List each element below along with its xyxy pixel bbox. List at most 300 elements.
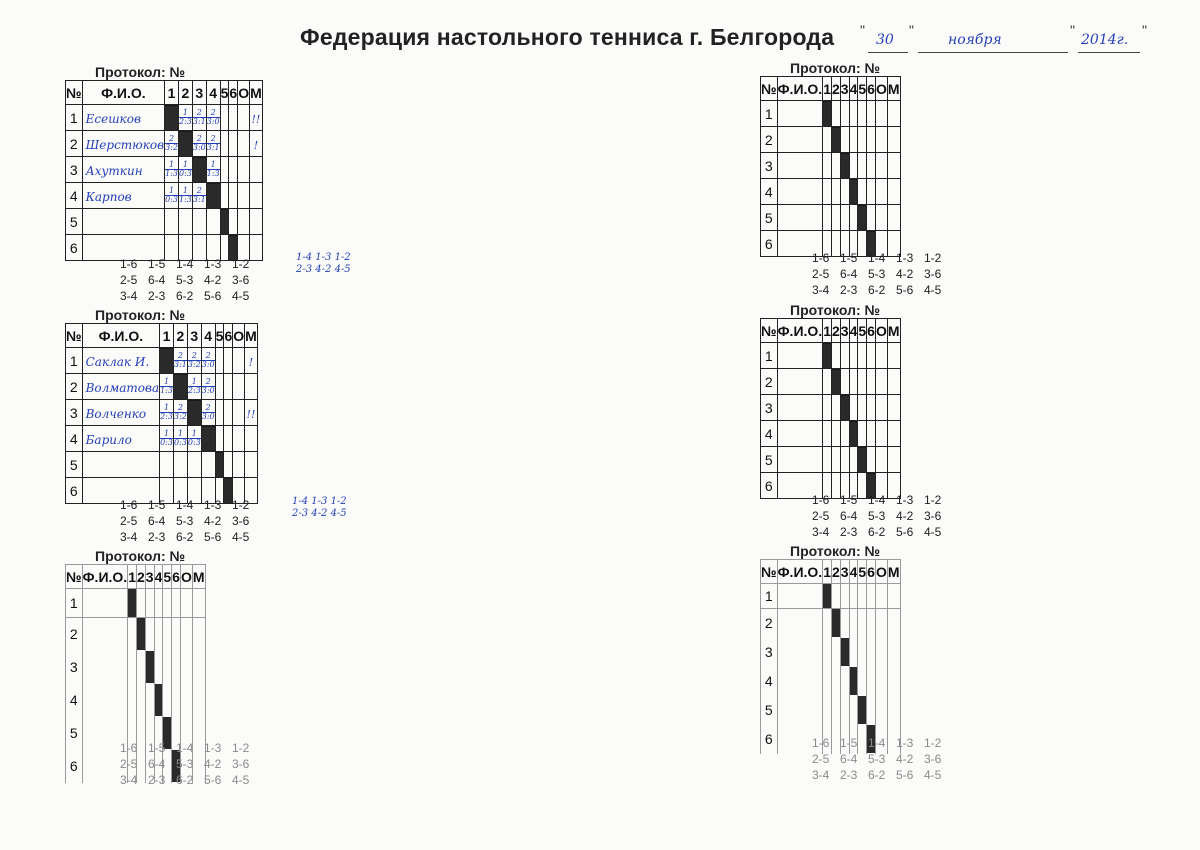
match-score	[165, 187, 178, 204]
place-cell	[887, 447, 900, 473]
col-game-2-header: 2	[831, 77, 840, 101]
place-cell	[887, 343, 900, 369]
schedule-row	[812, 250, 952, 266]
score-cell	[163, 651, 172, 684]
schedule-pair: 1-4	[176, 257, 194, 271]
page-header: Федерация настольного тенниса г. Белгорода " 30 " ноября " 2014г. "	[300, 22, 1180, 56]
table-header-row	[66, 324, 258, 348]
player-name-cell	[777, 395, 823, 421]
score-cell	[840, 343, 849, 369]
match-sets: 3:1	[174, 359, 187, 369]
col-num-header: №	[761, 319, 778, 343]
table-row	[66, 426, 258, 452]
score-cell	[823, 609, 832, 638]
match-sets: 3:0	[201, 385, 215, 395]
player-name-cell	[777, 153, 823, 179]
schedule-pair: 2-5	[812, 509, 830, 523]
score-cell	[849, 696, 858, 725]
points-cell	[180, 684, 192, 717]
score-cell	[163, 618, 172, 651]
score-cell	[192, 209, 206, 235]
table-header-row	[66, 565, 206, 589]
row-number: 5	[66, 209, 83, 235]
score-cell	[160, 374, 174, 400]
score-cell	[867, 205, 876, 231]
match-score	[160, 430, 173, 447]
points-cell	[180, 618, 192, 651]
score-cell	[179, 157, 193, 183]
table-row	[66, 400, 258, 426]
place-cell	[887, 205, 900, 231]
player-name: Саклак И.	[85, 354, 150, 369]
points-cell	[233, 426, 245, 452]
match-points: 1	[165, 187, 178, 196]
table-row	[66, 348, 258, 374]
col-game-4-header: 4	[201, 324, 215, 348]
schedule-pair: 6-2	[868, 768, 886, 782]
score-cell	[858, 395, 867, 421]
points-cell	[233, 374, 245, 400]
score-cell	[145, 589, 154, 618]
col-name-header: Ф.И.О.	[777, 560, 823, 584]
score-cell	[154, 618, 163, 651]
player-name: Есешков	[85, 111, 141, 126]
score-cell	[849, 343, 858, 369]
match-schedule	[120, 256, 260, 304]
place-cell	[250, 183, 263, 209]
score-cell	[187, 348, 201, 374]
schedule-row	[812, 751, 952, 767]
date-day-field	[868, 34, 908, 53]
schedule-pair: 1-4	[868, 736, 886, 750]
match-points: 1	[179, 109, 192, 118]
score-cell	[849, 609, 858, 638]
col-game-6-header: 6	[867, 77, 876, 101]
match-score	[207, 109, 220, 126]
place-cell	[192, 684, 205, 717]
points-cell	[238, 157, 250, 183]
place-cell	[887, 127, 900, 153]
diagonal-cell	[823, 584, 832, 609]
score-cell	[224, 348, 233, 374]
score-cell	[867, 696, 876, 725]
score-cell	[206, 131, 220, 157]
row-number: 2	[66, 131, 83, 157]
date-year: 2014г.	[1081, 32, 1129, 48]
row-number: 3	[761, 153, 778, 179]
match-points: 1	[179, 187, 192, 196]
match-score	[160, 404, 173, 421]
col-game-3-header: 3	[145, 565, 154, 589]
table-row	[761, 205, 901, 231]
table-row	[761, 395, 901, 421]
schedule-pair: 1-5	[148, 498, 166, 512]
score-cell	[840, 447, 849, 473]
score-cell	[187, 426, 201, 452]
diagonal-cell	[840, 153, 849, 179]
col-game-3-header: 3	[840, 560, 849, 584]
score-cell	[840, 127, 849, 153]
protocol-label: Протокол: №	[95, 548, 186, 564]
place-mark: !!	[251, 112, 261, 126]
score-cell	[823, 696, 832, 725]
score-cell	[220, 105, 229, 131]
schedule-pair: 4-2	[204, 514, 222, 528]
score-cell	[858, 667, 867, 696]
col-game-3-header: 3	[192, 81, 206, 105]
score-cell	[206, 157, 220, 183]
player-name-cell	[777, 447, 823, 473]
table-header-row	[761, 319, 901, 343]
match-points: 2	[174, 352, 187, 361]
row-number: 2	[66, 618, 83, 651]
score-cell	[201, 374, 215, 400]
col-game-4-header: 4	[849, 319, 858, 343]
player-name-cell	[82, 651, 128, 684]
score-cell	[831, 153, 840, 179]
schedule-row	[120, 256, 260, 272]
player-name-cell	[777, 343, 823, 369]
match-score	[188, 430, 201, 447]
points-cell	[233, 452, 245, 478]
player-name-cell	[82, 426, 160, 452]
score-cell	[858, 101, 867, 127]
schedule-pair: 4-5	[232, 773, 250, 787]
row-number: 3	[66, 400, 83, 426]
diagonal-cell	[831, 609, 840, 638]
col-points-header: О	[238, 81, 250, 105]
col-game-1-header: 1	[823, 319, 832, 343]
col-name-header: Ф.И.О.	[82, 565, 128, 589]
score-cell	[840, 667, 849, 696]
match-points: 1	[207, 161, 220, 170]
match-sets: 3:0	[206, 116, 220, 126]
player-name-cell	[82, 348, 160, 374]
player-name-cell	[777, 638, 823, 667]
player-name-cell	[777, 609, 823, 638]
place-cell	[250, 131, 263, 157]
match-sets: 3:1	[192, 116, 206, 126]
col-game-3-header: 3	[840, 319, 849, 343]
match-sets: 0:3	[179, 168, 192, 178]
score-cell	[215, 348, 224, 374]
score-cell	[831, 343, 840, 369]
col-place-header: М	[250, 81, 263, 105]
col-game-2-header: 2	[831, 560, 840, 584]
row-number: 5	[761, 696, 778, 725]
schedule-row	[120, 513, 260, 529]
score-cell	[840, 584, 849, 609]
score-cell	[867, 369, 876, 395]
player-name-cell	[82, 400, 160, 426]
points-cell	[875, 609, 887, 638]
points-cell	[875, 127, 887, 153]
row-number: 6	[761, 725, 778, 754]
schedule-pair: 1-2	[924, 493, 942, 507]
place-cell	[887, 609, 900, 638]
date-year-field	[1078, 34, 1140, 53]
place-cell	[250, 209, 263, 235]
table-row	[761, 127, 901, 153]
schedule-pair: 3-6	[232, 514, 250, 528]
score-cell	[831, 101, 840, 127]
points-cell	[875, 395, 887, 421]
row-number: 1	[66, 348, 83, 374]
match-score	[207, 161, 220, 178]
schedule-pair: 3-6	[232, 757, 250, 771]
schedule-pair: 1-5	[148, 257, 166, 271]
score-cell	[145, 684, 154, 717]
player-name: Волченко	[85, 406, 147, 421]
score-cell	[229, 105, 238, 131]
match-score	[193, 135, 206, 152]
match-points: 1	[160, 430, 173, 439]
row-number: 6	[66, 750, 83, 783]
score-cell	[174, 426, 188, 452]
table-row	[66, 651, 206, 684]
diagonal-cell	[849, 421, 858, 447]
score-cell	[160, 400, 174, 426]
col-game-1-header: 1	[128, 565, 137, 589]
player-name-cell	[777, 101, 823, 127]
schedule-pair: 3-4	[812, 768, 830, 782]
place-cell	[887, 638, 900, 667]
score-cell	[179, 105, 193, 131]
table-header-row	[761, 560, 901, 584]
schedule-pair: 5-6	[896, 525, 914, 539]
player-name-cell	[777, 205, 823, 231]
diagonal-cell	[823, 343, 832, 369]
match-sets: 3:1	[206, 142, 220, 152]
player-name-cell	[777, 127, 823, 153]
score-cell	[858, 127, 867, 153]
match-points: 2	[193, 187, 206, 196]
col-place-header: М	[245, 324, 258, 348]
score-cell	[823, 369, 832, 395]
place-cell	[887, 179, 900, 205]
match-score	[202, 404, 215, 421]
row-number: 4	[761, 667, 778, 696]
col-game-1-header: 1	[823, 77, 832, 101]
score-cell	[215, 374, 224, 400]
schedule-pair: 5-6	[204, 773, 222, 787]
col-points-header: О	[233, 324, 245, 348]
row-number: 4	[66, 684, 83, 717]
col-points-header: О	[875, 77, 887, 101]
match-score	[207, 135, 220, 152]
score-cell	[201, 400, 215, 426]
row-number: 4	[761, 179, 778, 205]
schedule-pair: 2-3	[148, 289, 166, 303]
table-row	[761, 153, 901, 179]
row-number: 6	[66, 478, 83, 504]
schedule-pair: 2-3	[840, 768, 858, 782]
table-row	[761, 179, 901, 205]
schedule-pair: 4-5	[232, 530, 250, 544]
score-cell	[229, 183, 238, 209]
diagonal-cell	[823, 101, 832, 127]
col-game-2-header: 2	[831, 319, 840, 343]
diagonal-cell	[840, 638, 849, 667]
col-place-header: М	[887, 77, 900, 101]
score-cell	[172, 618, 181, 651]
player-name-cell	[82, 589, 128, 618]
schedule-pair: 6-2	[176, 530, 194, 544]
row-number: 5	[66, 452, 83, 478]
match-score	[202, 378, 215, 395]
schedule-pair: 5-3	[176, 514, 194, 528]
col-place-header: М	[887, 560, 900, 584]
match-sets: 3:0	[192, 142, 206, 152]
row-number: 3	[66, 157, 83, 183]
table-row	[66, 157, 263, 183]
place-cell	[192, 651, 205, 684]
match-score	[202, 352, 215, 369]
score-cell	[823, 395, 832, 421]
player-name: Ахуткин	[85, 163, 143, 178]
diagonal-cell	[192, 157, 206, 183]
match-score	[188, 378, 201, 395]
match-points: 1	[160, 378, 173, 387]
row-number: 1	[761, 101, 778, 127]
place-cell	[887, 395, 900, 421]
diagonal-cell	[145, 651, 154, 684]
schedule-pair: 5-3	[868, 509, 886, 523]
col-game-4-header: 4	[849, 560, 858, 584]
table-row	[761, 369, 901, 395]
score-cell	[849, 369, 858, 395]
col-game-3-header: 3	[840, 77, 849, 101]
points-cell	[875, 638, 887, 667]
match-points: 2	[193, 109, 206, 118]
schedule-pair: 2-5	[812, 267, 830, 281]
row-number: 1	[66, 105, 83, 131]
schedule-row	[812, 524, 952, 540]
score-cell	[229, 131, 238, 157]
col-game-5-header: 5	[220, 81, 229, 105]
place-cell	[887, 584, 900, 609]
col-game-4-header: 4	[206, 81, 220, 105]
schedule-row	[120, 756, 260, 772]
score-cell	[867, 127, 876, 153]
schedule-pair: 1-4	[868, 493, 886, 507]
score-cell	[823, 127, 832, 153]
schedule-pair: 1-5	[840, 736, 858, 750]
score-cell	[849, 638, 858, 667]
col-game-5-header: 5	[858, 319, 867, 343]
schedule-pair: 3-4	[812, 283, 830, 297]
row-number: 2	[66, 374, 83, 400]
diagonal-cell	[160, 348, 174, 374]
schedule-row	[812, 767, 952, 783]
handwritten-schedule-line: 2-3 4-2 4-5	[296, 264, 351, 275]
score-cell	[840, 205, 849, 231]
handwritten-schedule	[292, 496, 347, 520]
schedule-pair: 3-6	[924, 752, 942, 766]
score-cell	[823, 421, 832, 447]
col-num-header: №	[761, 560, 778, 584]
match-sets: 1:3	[179, 194, 192, 204]
score-cell	[867, 179, 876, 205]
schedule-pair: 1-5	[148, 741, 166, 755]
row-number: 3	[66, 651, 83, 684]
schedule-pair: 4-2	[204, 273, 222, 287]
points-cell	[875, 667, 887, 696]
score-cell	[858, 179, 867, 205]
match-sets: 3:0	[201, 411, 215, 421]
match-score	[174, 352, 187, 369]
table-row	[66, 105, 263, 131]
place-cell	[887, 101, 900, 127]
table-row	[66, 209, 263, 235]
schedule-row	[812, 492, 952, 508]
match-points: 2	[207, 135, 220, 144]
player-name-cell	[777, 421, 823, 447]
schedule-pair: 6-4	[148, 757, 166, 771]
schedule-pair: 1-6	[812, 251, 830, 265]
score-cell	[136, 651, 145, 684]
score-cell	[823, 638, 832, 667]
score-cell	[224, 374, 233, 400]
schedule-pair: 1-2	[924, 736, 942, 750]
points-cell	[238, 209, 250, 235]
score-cell	[840, 609, 849, 638]
schedule-pair: 5-3	[176, 757, 194, 771]
player-name-cell	[777, 696, 823, 725]
score-cell	[229, 209, 238, 235]
col-place-header: М	[192, 565, 205, 589]
col-game-2-header: 2	[179, 81, 193, 105]
place-cell	[887, 369, 900, 395]
match-schedule	[812, 735, 952, 783]
place-mark: !	[253, 138, 259, 152]
points-cell	[233, 400, 245, 426]
row-number: 4	[66, 183, 83, 209]
player-name-cell	[82, 183, 165, 209]
match-sets: 2:3	[187, 385, 201, 395]
schedule-pair: 2-5	[120, 273, 138, 287]
place-cell	[245, 452, 258, 478]
table-row	[761, 609, 901, 638]
match-sets: 0:3	[160, 437, 174, 447]
match-points: 2	[202, 404, 215, 413]
match-points: 2	[202, 378, 215, 387]
score-cell	[179, 209, 193, 235]
row-number: 6	[761, 231, 778, 257]
match-sets: 0:3	[165, 194, 178, 204]
schedule-pair: 4-5	[924, 283, 942, 297]
points-cell	[875, 584, 887, 609]
schedule-pair: 4-5	[924, 768, 942, 782]
score-cell	[823, 447, 832, 473]
match-score	[179, 109, 192, 126]
match-sets: 3:1	[192, 194, 206, 204]
schedule-pair: 6-2	[868, 525, 886, 539]
score-cell	[206, 209, 220, 235]
match-sets: 3:2	[165, 142, 178, 152]
player-name-cell	[82, 131, 165, 157]
match-points: 2	[207, 109, 220, 118]
place-cell	[887, 153, 900, 179]
schedule-pair: 3-4	[812, 525, 830, 539]
points-cell	[875, 205, 887, 231]
col-name-header: Ф.И.О.	[777, 319, 823, 343]
row-number: 4	[66, 426, 83, 452]
schedule-pair: 1-6	[120, 257, 138, 271]
diagonal-cell	[858, 447, 867, 473]
table-row	[66, 589, 206, 618]
player-name-cell	[82, 209, 165, 235]
